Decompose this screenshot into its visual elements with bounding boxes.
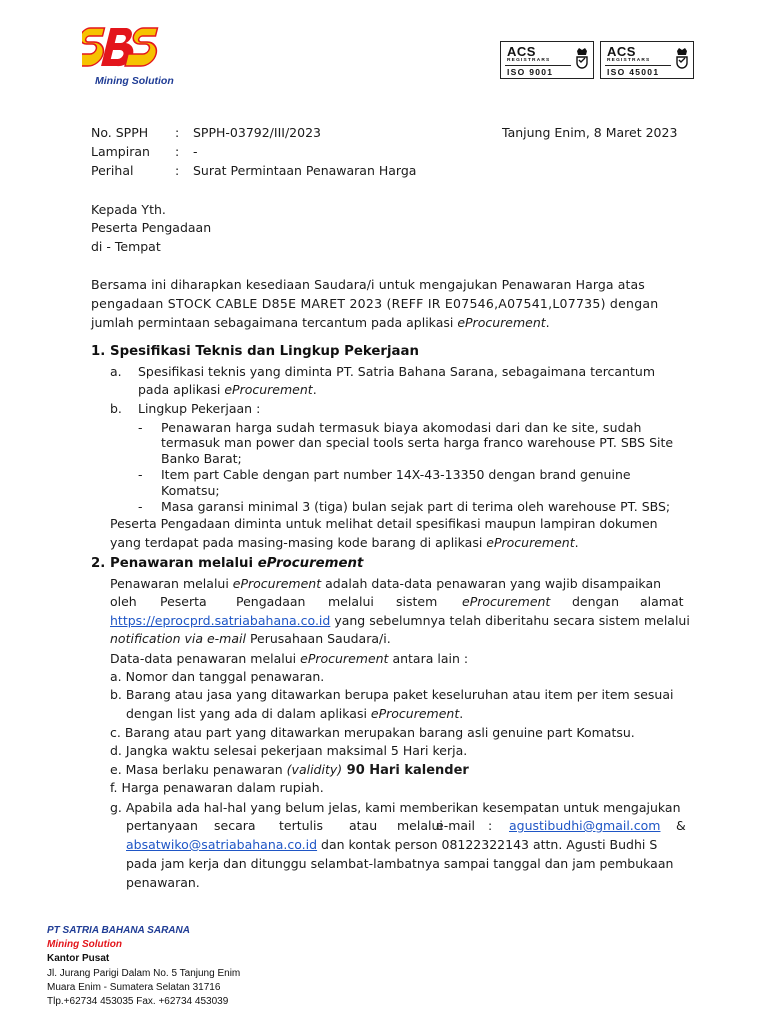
intro-line: jumlah permintaan sebagaimana tercantum pada aplikasi eProcurement. bbox=[91, 315, 550, 330]
letter-footer bbox=[47, 924, 240, 1009]
section-1a-text: Spesifikasi teknis yang diminta PT. Satria Bahana Sarana, sebagaimana tercantum bbox=[138, 364, 656, 379]
iso-9001-badge bbox=[500, 41, 594, 79]
justified-word: & bbox=[676, 818, 686, 833]
lampiran-value: - bbox=[193, 144, 198, 159]
offer-item: dengan list yang ada di dalam aplikasi eProcurement. bbox=[126, 706, 464, 721]
offer-item: d. Jangka waktu selesai pekerjaan maksimal 5 Hari kerja. bbox=[110, 743, 468, 758]
badge-iso: ISO 45001 bbox=[607, 67, 660, 77]
footer-tagline: Mining Solution bbox=[47, 939, 122, 951]
section-2-text: https://eprocprd.satriabahana.co.id yang sebelumnya telah diberitahu secara sistem melalui bbox=[110, 613, 690, 628]
logo-tagline: Mining Solution bbox=[95, 75, 174, 87]
scope-item: Komatsu; bbox=[161, 483, 220, 498]
scope-item: Banko Barat; bbox=[161, 451, 242, 466]
section-2-text: Data-data penawaran melalui eProcurement antara lain : bbox=[110, 651, 469, 666]
offer-item: b. Barang atau jasa yang ditawarkan berupa paket keseluruhan atau item per item sesuai bbox=[110, 687, 674, 702]
dash-marker: - bbox=[138, 499, 143, 514]
ukas-crown-icon bbox=[574, 45, 590, 73]
colon: : bbox=[175, 163, 180, 178]
justified-word: : bbox=[488, 818, 493, 833]
recipient-line: di - Tempat bbox=[91, 239, 161, 254]
justified-word: melalui bbox=[328, 594, 374, 609]
certification-badges bbox=[500, 41, 694, 79]
perihal-value: Surat Permintaan Penawaran Harga bbox=[193, 163, 417, 178]
email-link-absatwiko[interactable]: absatwiko@satriabahana.co.id bbox=[126, 837, 318, 852]
offer-item: c. Barang atau part yang ditawarkan merupakan barang asli genuine part Komatsu. bbox=[110, 725, 635, 740]
company-logo bbox=[82, 22, 192, 92]
recipient-line: Kepada Yth. bbox=[91, 202, 166, 217]
dash-marker: - bbox=[138, 467, 143, 482]
colon: : bbox=[175, 125, 180, 140]
justified-word: alamat bbox=[640, 594, 684, 609]
scope-item: Item part Cable dengan part number 14X-43-13350 dengan brand genuine bbox=[161, 467, 631, 482]
intro-line: Bersama ini diharapkan kesediaan Saudara/i untuk mengajukan Penawaran Harga atas bbox=[91, 277, 645, 292]
list-marker: b. bbox=[110, 401, 122, 416]
section-1-note: yang terdapat pada masing-masing kode barang di aplikasi eProcurement. bbox=[110, 535, 579, 550]
place-date: Tanjung Enim, 8 Maret 2023 bbox=[502, 125, 678, 140]
section-2-text: notification via e-mail Perusahaan Saudara/i. bbox=[110, 631, 391, 646]
footer-company: PT SATRIA BAHANA SARANA bbox=[47, 925, 190, 936]
justified-word: secara bbox=[214, 818, 256, 833]
justified-word: Pengadaan bbox=[236, 594, 306, 609]
justified-word: sistem bbox=[396, 594, 438, 609]
section-1b-text: Lingkup Pekerjaan : bbox=[138, 401, 261, 416]
scope-item: Masa garansi minimal 3 (tiga) bulan sejak part di terima oleh warehouse PT. SBS; bbox=[161, 499, 671, 514]
section-1a-text: pada aplikasi eProcurement. bbox=[138, 382, 317, 397]
list-marker: a. bbox=[110, 364, 122, 379]
perihal-label: Perihal bbox=[91, 163, 134, 178]
scope-item: termasuk man power dan special tools serta harga franco warehouse PT. SBS Site bbox=[161, 435, 674, 450]
justified-word: atau bbox=[349, 818, 378, 833]
footer-address: Jl. Jurang Parigi Dalam No. 5 Tanjung Enim bbox=[47, 967, 241, 979]
recipient-line: Peserta Pengadaan bbox=[91, 220, 212, 235]
offer-item: penawaran. bbox=[126, 875, 200, 890]
justified-word: pertanyaan bbox=[126, 818, 198, 833]
dash-marker: - bbox=[138, 420, 143, 435]
section-2-title: Penawaran melalui eProcurement bbox=[110, 556, 364, 571]
offer-item: e. Masa berlaku penawaran (validity) 90 Hari kalender bbox=[110, 762, 469, 778]
email-link-agusti[interactable]: agustibudhi@gmail.com bbox=[509, 818, 661, 833]
lampiran-label: Lampiran bbox=[91, 144, 150, 159]
offer-item: f. Harga penawaran dalam rupiah. bbox=[110, 780, 324, 795]
section-2-number: 2. bbox=[91, 556, 106, 571]
badge-iso: ISO 9001 bbox=[507, 67, 554, 77]
eprocurement-url-link[interactable]: https://eprocprd.satriabahana.co.id bbox=[110, 613, 331, 628]
justified-word: eProcurement bbox=[462, 594, 551, 609]
footer-phone: Tlp.+62734 453035 Fax. +62734 453039 bbox=[47, 996, 229, 1008]
justified-word: melalui bbox=[397, 818, 443, 833]
offer-item: pada jam kerja dan ditunggu selambat-lambatnya sampai tanggal dan jam pembukaan bbox=[126, 856, 674, 871]
no-spph-value: SPPH-03792/III/2023 bbox=[193, 125, 321, 140]
section-2-text: Penawaran melalui eProcurement adalah data-data penawaran yang wajib disampaikan bbox=[110, 576, 662, 591]
intro-line: pengadaan STOCK CABLE D85E MARET 2023 (REFF IR E07546,A07541,L07735) dengan bbox=[91, 296, 659, 311]
section-1-number: 1. bbox=[91, 344, 106, 359]
badge-brand: ACS bbox=[507, 44, 536, 59]
colon: : bbox=[175, 144, 180, 159]
footer-office: Kantor Pusat bbox=[47, 953, 110, 965]
iso-45001-badge bbox=[600, 41, 694, 79]
justified-word: dengan bbox=[572, 594, 620, 609]
badge-registrars: REGISTRARS bbox=[507, 58, 551, 63]
justified-word: Peserta bbox=[160, 594, 207, 609]
offer-item: g. Apabila ada hal-hal yang belum jelas, kami memberikan kesempatan untuk mengajukan bbox=[110, 800, 681, 815]
justified-word: oleh bbox=[110, 594, 137, 609]
justified-word: tertulis bbox=[279, 818, 324, 833]
sbs-logo-icon bbox=[82, 22, 182, 72]
no-spph-label: No. SPPH bbox=[91, 125, 149, 140]
section-1-title: Spesifikasi Teknis dan Lingkup Pekerjaan bbox=[110, 344, 419, 359]
ukas-crown-icon bbox=[674, 45, 690, 73]
scope-item: Penawaran harga sudah termasuk biaya akomodasi dari dan ke site, sudah bbox=[161, 420, 642, 435]
footer-address: Muara Enim - Sumatera Selatan 31716 bbox=[47, 981, 221, 993]
badge-registrars: REGISTRARS bbox=[607, 58, 651, 63]
justified-word: e-mail bbox=[436, 818, 475, 833]
offer-item: a. Nomor dan tanggal penawaran. bbox=[110, 669, 325, 684]
section-1-note: Peserta Pengadaan diminta untuk melihat detail spesifikasi maupun lampiran dokumen bbox=[110, 516, 658, 531]
offer-item: absatwiko@satriabahana.co.id dan kontak person 08122322143 attn. Agusti Budhi S bbox=[126, 837, 658, 852]
badge-brand: ACS bbox=[607, 44, 636, 59]
